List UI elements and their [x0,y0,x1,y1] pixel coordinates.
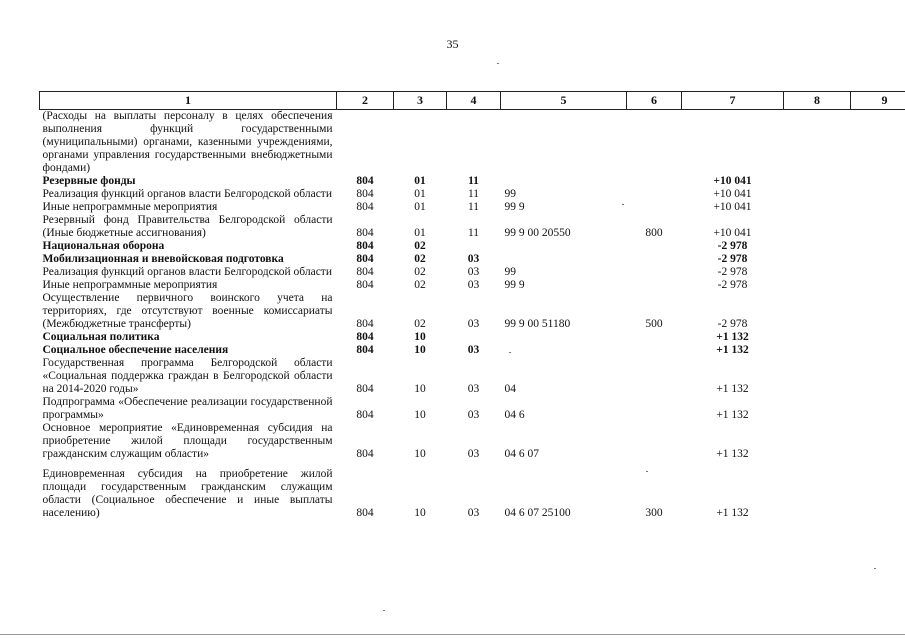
row-name: Иные непрограммные мероприятия [42,201,218,213]
row-expense-type [627,266,682,279]
table-row [40,344,905,357]
table-row [40,188,905,201]
header-col-9: 9 [851,92,905,110]
row-subsection: 03 [467,383,480,395]
row-section: 02 [414,318,426,330]
row-col-9 [851,357,905,396]
header-col-2: 2 [337,92,394,110]
row-amount: +1 132 [716,448,749,460]
table-row [40,266,905,279]
header-col-4: 4 [447,92,501,110]
row-col-8 [784,292,851,331]
row-section: 02 [414,266,426,278]
row-expense-type [627,253,682,266]
row-subsection: 03 [467,344,480,356]
header-col-6: 6 [627,92,682,110]
row-col-9 [851,240,905,253]
row-target-article [501,253,627,266]
row-name: Единовременная субсидия на приобретение жилой площади государственным гражданским служащим области (Социальное обеспечение и иные выплаты населению) [42,468,333,519]
table-row [40,396,905,422]
row-name: Резервные фонды [42,175,136,187]
row-name: Реализация функций органов власти Белгородской области [42,266,332,278]
budget-table [39,91,905,520]
row-expense-type [627,422,682,461]
row-name: Национальная оборона [42,240,165,252]
row-publisher-code: 804 [356,409,374,421]
row-subsection: 03 [467,318,480,330]
row-col-8 [784,201,851,214]
table-row [40,292,905,331]
row-target-article: 99 9 00 20550 [504,227,571,239]
row-amount: +1 132 [716,344,749,356]
row-publisher-code: 804 [356,318,374,330]
row-amount: -2 978 [717,279,748,291]
row-target-article: 04 6 [504,409,525,421]
row-name: Социальное обеспечение населения [42,344,229,356]
row-publisher-code: 804 [356,331,374,343]
row-expense-type [627,357,682,396]
row-target-article [501,344,627,357]
header-col-7: 7 [682,92,784,110]
row-publisher-code: 804 [356,227,374,239]
table-row [40,279,905,292]
row-expense-type: 300 [645,507,663,519]
row-amount: +10 041 [713,201,752,213]
scan-speck [383,610,385,611]
row-publisher-code: 804 [356,507,374,519]
row-publisher-code: 804 [356,279,374,291]
row-col-8 [784,110,851,176]
row-subsection: 11 [467,188,480,200]
row-name: Резервный фонд Правительства Белгородской области (Иные бюджетные ассигнования) [42,214,333,239]
row-section: 10 [414,331,426,343]
scan-speck [622,204,624,205]
row-col-9 [851,292,905,331]
row-amount: -2 978 [717,253,748,265]
row-target-article: 99 9 [504,201,525,213]
row-col-8 [784,266,851,279]
scan-speck [874,568,876,569]
table-row [40,214,905,240]
row-name: Мобилизационная и вневойсковая подготовка [42,253,284,265]
row-expense-type: 800 [645,227,663,239]
row-amount: +1 132 [716,507,749,519]
scan-speck [497,63,499,64]
row-expense-type [627,188,682,201]
row-col-9 [851,279,905,292]
row-amount: -2 978 [717,318,748,330]
row-name: Иные непрограммные мероприятия [42,279,218,291]
row-publisher-code: 804 [356,253,374,265]
row-section: 01 [414,175,426,187]
row-name: (Расходы на выплаты персоналу в целях обеспечения выполнения функций государственными (муниципальными) органами, казенными учреждениями, органами управления государственными внебюджетными фондами) [42,110,333,174]
row-publisher-code: 804 [356,240,374,252]
row-publisher-code: 804 [356,448,374,460]
row-col-8 [784,214,851,240]
row-target-article: 04 [504,383,516,395]
row-subsection: 03 [467,409,480,421]
header-row [40,92,905,110]
row-col-8 [784,331,851,344]
row-amount: +10 041 [713,175,752,187]
table-row [40,175,905,188]
row-section: 10 [414,409,426,421]
row-publisher-code: 804 [356,266,374,278]
row-target-article [501,331,627,344]
row-section [394,110,447,176]
row-col-9 [851,344,905,357]
header-col-8: 8 [784,92,851,110]
row-target-article: 99 9 [504,279,525,291]
row-col-8 [784,253,851,266]
row-target-article: 04 6 07 [504,448,539,460]
row-col-9 [851,188,905,201]
page-number: 35 [446,37,459,51]
row-expense-type [627,396,682,422]
row-col-9 [851,266,905,279]
row-subsection: 03 [467,266,480,278]
row-expense-type: 500 [645,318,663,330]
row-col-8 [784,279,851,292]
row-section: 10 [414,448,426,460]
table-row [40,240,905,253]
row-target-article [501,175,627,188]
row-target-article [501,240,627,253]
row-section: 02 [414,279,426,291]
row-col-9 [851,422,905,461]
row-amount [682,110,784,176]
row-subsection [447,240,501,253]
row-expense-type [627,344,682,357]
table-row [40,357,905,396]
row-col-9 [851,175,905,188]
row-amount: -2 978 [717,240,748,252]
table-body [40,110,905,521]
row-col-9 [851,201,905,214]
row-amount: +1 132 [716,331,749,343]
header-col-3: 3 [394,92,447,110]
table-row [40,461,905,520]
row-name: Подпрограмма «Обеспечение реализации государственной программы» [42,396,333,421]
row-target-article: 99 [504,188,516,200]
budget-table-container [39,91,888,520]
row-col-8 [784,357,851,396]
row-section: 02 [414,253,426,265]
row-section: 10 [414,383,426,395]
row-col-9 [851,396,905,422]
row-subsection: 03 [467,279,480,291]
row-name: Осуществление первичного воинского учета на территориях, где отсутствуют военные комиссариаты (Межбюджетные трансферты) [42,292,333,330]
scan-speck [509,352,511,353]
page-bottom-edge [0,634,905,635]
row-name: Социальная политика [42,331,160,343]
row-amount: +10 041 [713,227,752,239]
row-name: Реализация функций органов власти Белгородской области [42,188,332,200]
table-row [40,253,905,266]
row-expense-type [627,110,682,176]
row-col-8 [784,344,851,357]
row-expense-type [627,240,682,253]
row-expense-type [627,331,682,344]
table-row [40,201,905,214]
row-amount: +1 132 [716,383,749,395]
table-row [40,422,905,461]
header-col-1: 1 [40,92,337,110]
row-col-8 [784,175,851,188]
row-col-9 [851,461,905,520]
row-subsection [447,110,501,176]
row-name: Основное мероприятие «Единовременная субсидия на приобретение жилой площади государственным гражданским служащим области» [42,422,333,460]
row-col-8 [784,461,851,520]
row-publisher-code: 804 [356,188,374,200]
row-target-article: 99 9 00 51180 [504,318,571,330]
row-subsection: 11 [467,201,480,213]
row-section: 01 [414,188,426,200]
row-subsection: 03 [467,448,480,460]
row-col-8 [784,422,851,461]
row-publisher-code: 804 [356,201,374,213]
row-expense-type [627,201,682,214]
header-col-5: 5 [501,92,627,110]
row-col-9 [851,214,905,240]
row-section: 10 [414,507,426,519]
row-subsection: 03 [467,253,480,265]
table-row [40,110,905,176]
row-expense-type [627,175,682,188]
row-publisher-code: 804 [356,344,374,356]
row-target-article: 04 6 07 25100 [504,507,571,519]
row-amount: +10 041 [713,188,752,200]
row-publisher-code [337,110,394,176]
row-subsection: 11 [468,175,479,187]
row-col-8 [784,240,851,253]
row-target-article: 99 [504,266,516,278]
row-amount: +1 132 [716,409,749,421]
row-subsection: 03 [467,507,480,519]
row-expense-type [627,279,682,292]
row-col-8 [784,396,851,422]
scan-speck [646,471,648,472]
row-col-9 [851,331,905,344]
row-col-8 [784,188,851,201]
row-name: Государственная программа Белгородской области «Социальная поддержка граждан в Белгородской области на 2014-2020 годы» [42,357,333,395]
row-section: 10 [414,344,426,356]
row-publisher-code: 804 [356,383,374,395]
row-subsection: 11 [467,227,480,239]
table-row [40,331,905,344]
row-section: 01 [414,227,426,239]
row-col-9 [851,110,905,176]
row-amount: -2 978 [717,266,748,278]
row-target-article [501,110,627,176]
row-subsection [447,331,501,344]
row-publisher-code: 804 [356,175,374,187]
row-section: 01 [414,201,426,213]
row-col-9 [851,253,905,266]
row-section: 02 [414,240,426,252]
